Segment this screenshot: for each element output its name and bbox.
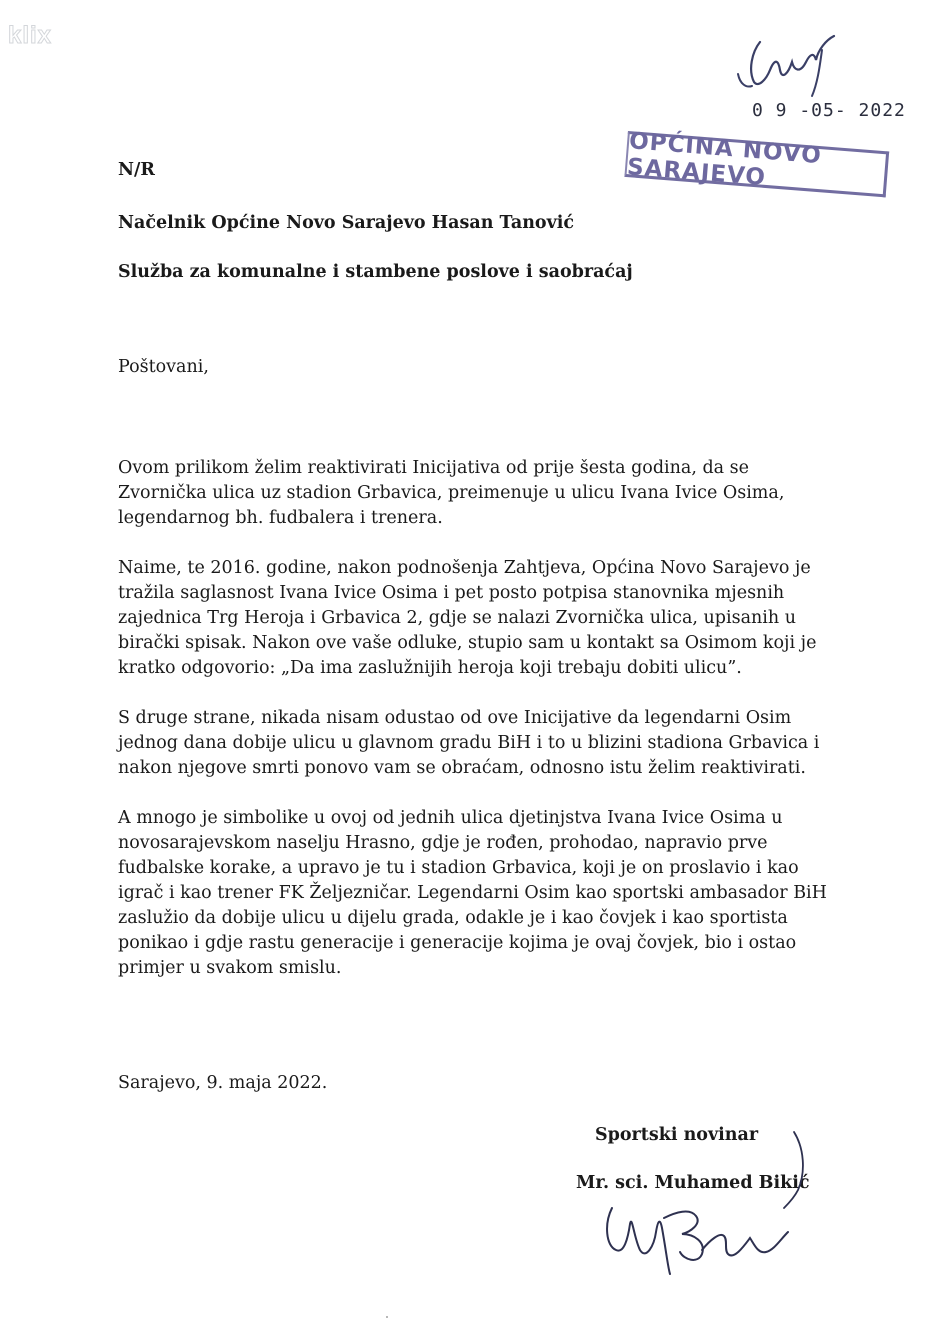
municipality-stamp <box>624 128 889 197</box>
paragraph-2: Naime, te 2016. godine, nakon podnošenja Zahtjeva, Općina Novo Sarajevo je tražila saglasnost Ivana Ivice Osima i pet posto potpisa stanovnika mjesnih zajednica Trg Heroja i Grbavica 2, gdje se nalazi Zvornička ulica, upisanih u birački spisak. Nakon ove vaše odluke, stupio sam u kontakt sa Osimom koji je kratko odgovorio: „Da ima zaslužnijih heroja koji trebaju dobiti ulicu”. <box>118 558 817 678</box>
signer-title: Sportski novinar <box>595 1125 759 1145</box>
paragraph-4: A mnogo je simbolike u ovoj od jednih ulica djetinjstva Ivana Ivice Osima u novosarajevskom naselju Hrasno, gdje je rođen, prohodao, napravio prve fudbalske korake, a upravo je tu i stadion Grbavica, koji je on proslavio i kao igrač i kao trener FK Željezničar. Legendarni Osim kao sportski ambasador BiH zaslužio da dobije ulicu u dijelu grada, odakle je i kao čovjek i kao sportista ponikao i gdje rastu generacije i generacije kojima je ovaj čovjek, bio i ostao primjer u svakom smislu. <box>118 808 827 978</box>
paragraph-1: Ovom prilikom želim reaktivirati Inicijativa od prije šesta godina, da se Zvornička ulica uz stadion Grbavica, preimenuje u ulicu Ivana Ivice Osima, legendarnog bh. fudbalera i trenera. <box>118 458 785 528</box>
receipt-date-stamp: 0 9 -05- 2022 <box>752 100 906 121</box>
stamp-text: OPĆINA NOVO SARAJEVO <box>626 128 823 191</box>
recipient-line-1: Načelnik Općine Novo Sarajevo Hasan Tanović <box>118 213 575 233</box>
site-watermark: klix <box>8 22 53 49</box>
signer-name: Mr. sci. Muhamed Bikić <box>576 1173 810 1193</box>
receipt-initials-signature <box>730 30 840 100</box>
place-and-date: Sarajevo, 9. maja 2022. <box>118 1073 328 1093</box>
scan-speck <box>386 1316 388 1318</box>
recipient-line-2: Služba za komunalne i stambene poslove i saobraćaj <box>118 262 633 282</box>
paragraph-3: S druge strane, nikada nisam odustao od ove Inicijative da legendarni Osim jednog dana dobije ulicu u glavnom gradu BiH i to u blizini stadiona Grbavica i nakon njegove smrti ponovo vam se obraćam, odnosno istu želim reaktivirati. <box>118 708 820 778</box>
attention-prefix: N/R <box>118 160 155 180</box>
handwritten-signature <box>598 1128 808 1278</box>
greeting: Poštovani, <box>118 357 209 377</box>
